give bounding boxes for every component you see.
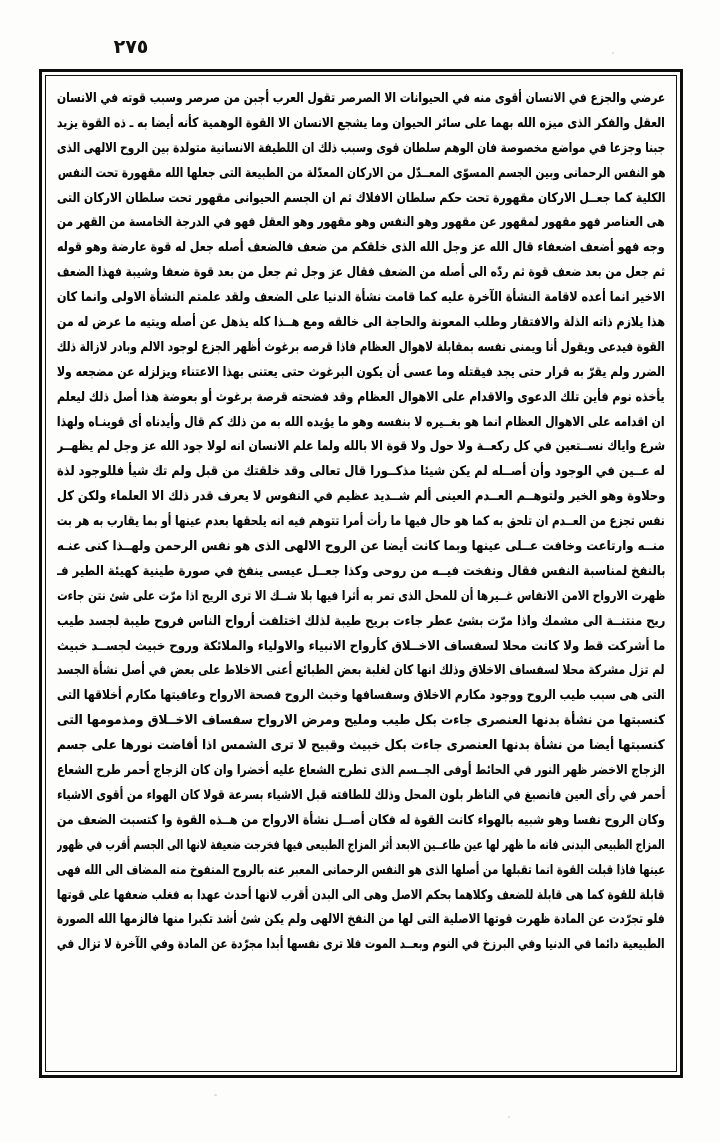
- text-line: [57, 908, 665, 933]
- text-line: [57, 261, 665, 286]
- text-line-content: هذا يلازم ذاته الذلة والافتقار وطلب المعونة والحاجة الى خالقه ومع هــذا كله يذهل عن أصله ويتيه ما عرض له من: [57, 315, 665, 331]
- text-frame-outer: [39, 69, 683, 1078]
- text-line: [57, 485, 665, 510]
- text-line-content: هو النفس الرحمانى وبين الجسم المسوّى المعــدّل من الاركان المعدّلة من الطبيعة التى جعلها الله مقهورة تحت النفس: [57, 165, 665, 181]
- text-line: [57, 386, 665, 411]
- text-line: [57, 87, 665, 112]
- text-line-content: ريح منتنــة الى مشمك واذا مرّت بشئ عطر جاءت بريح طيبة لذلك اختلفت أرواح الناس فروح طيبة لجسد طيب: [57, 613, 665, 629]
- text-frame-inner: [45, 75, 677, 1072]
- text-line: [57, 535, 665, 560]
- text-line: [57, 759, 665, 784]
- text-line-content: منــه وارتاعت وخافت عــلى عينها وبما كانت أيضا عن الروح الالهى الذى هو نفس الرحمن ولهــذا كنى عنـه: [57, 539, 665, 555]
- text-line-content: الكلية كما جعــل الاركان مقهورة تحت حكم سلطان الافلاك ثم ان الجسم الحيوانى مقهور تحت سلطان الاركان التى: [57, 190, 665, 206]
- text-line: [57, 137, 665, 162]
- text-line-content: التى هى سبب طيب الروح ووجود مكارم الاخلاق وسفسافها وخبث الروح فصحة الارواح وعافيتها مكارم أخلاقها التى: [57, 688, 665, 704]
- text-line: [57, 933, 665, 958]
- text-line-content: عينها فاذا قبلت القوة انما تقبلها من أصلها الذى هو النفس الرحمانى المعبر عنه بالروح المنفوخ منه المضاف الى الله فهى: [57, 862, 665, 878]
- text-line-content: نفس تجزع من العــدم ان تلحق به كما هو حال فيها ما رأت أمرا تتوهم فيه انه يلحقها بعدم عينها أو بما يقارب به هر بت: [57, 514, 665, 530]
- paper-speck: [508, 1116, 510, 1118]
- text-line: [57, 659, 665, 684]
- paper-speck: [612, 52, 614, 54]
- text-line: [57, 162, 665, 187]
- text-line: [57, 510, 665, 535]
- text-line-content: جبنا وجزعا في مواضع مخصوصة فان الوهم سلطان قوى وسبب ذلك ان اللطيفة الانسانية متولدة بين الروح الالهى الذى: [57, 140, 665, 156]
- text-line: [57, 311, 665, 336]
- text-line: [57, 112, 665, 137]
- text-line: [57, 460, 665, 485]
- text-line: [57, 809, 665, 834]
- text-line-content: وحلاوة وهو الخير ولتوهــم العــدم العينى ألم شــديد عظيم في النفوس لا يعرف قدر ذلك الا العلماء ولكن كل: [57, 489, 665, 505]
- text-line: [57, 211, 665, 236]
- text-line-content: العقل والفكر الذى ميزه الله بهما على سائر الحيوان وما يشجع الانسان الا القوة الوهمية كأنه أيضا به ـ ذه القوة يزيد: [57, 115, 665, 131]
- text-line-content: المزاج الطبيعى البدنى فانه ما ظهر لها عين طاعــين الابعد أثر المزاج الطبيعى فيها فخرجت ضعيفة لانها الى الجسم أقرب في ظهور: [57, 837, 665, 853]
- text-line: [57, 635, 665, 660]
- text-line-content: له عــين في الوجود وأن أصــله لم يكن شيئا مذكــورا قال تعالى وقد خلقتك من قبل ولم تك شيأ فللوجود لذة: [57, 464, 665, 480]
- text-line-content: وكان الروح نفسا وهو شبيه بالهواء كانت القوة له فكان أصــل نشأة الارواح من هــذه القوة وا كتسبت الضعف من: [57, 812, 665, 828]
- text-line: [57, 684, 665, 709]
- text-line: [57, 336, 665, 361]
- text-line: [57, 361, 665, 386]
- text-line-content: ثم جعل من بعد ضعف قوة ثم ردّه الى أصله من الضعف فقال عز وجل ثم جعل من بعد قوة ضعفا وشيبة فهذا الضعف: [57, 265, 665, 281]
- paper-speck: [214, 1094, 217, 1096]
- text-line: [57, 585, 665, 610]
- text-line: [57, 884, 665, 909]
- text-line: [57, 709, 665, 734]
- text-line-content: ان اقدامه على الاهوال العظام انما هو بغــيره لا بنفسه وهو ما يؤيده الله به من ذلك كم قال وأيدناه أى قوينـاه ولهذا: [57, 414, 665, 430]
- text-line: [57, 834, 665, 859]
- text-line: [57, 560, 665, 585]
- text-line: [57, 236, 665, 261]
- text-line-content: قابلة للقوة كما هى قابلة للضعف وكلاهما بحكم الاصل وهى الى البدن أقرب لانها أحدث عهدا به فغلب ضعفها على قوتها: [57, 887, 665, 903]
- text-line-content: فلو تجرّدت عن المادة ظهرت قوتها الاصلية التى لها من النفخ الالهى ولم يكن شئ أشد تكبرا منها فالزمها الله الصورة: [57, 912, 665, 928]
- text-line-content: هى العناصر فهو مقهور لمقهور عن مقهور وهو النفس وهو مقهور وهو العقل فهو في الدرجة الخامسة من القهر من: [57, 215, 665, 231]
- text-line: [57, 435, 665, 460]
- text-line-content: يأخذه نوم فأين تلك الدعوى والاقدام على الاهوال العظام وقد فضحته قرصة برغوث أو بعوضة هذا أصل ذلك ليعلم: [57, 389, 665, 405]
- text-line-content: الاخير انما أعده لاقامة النشأة الآخرة عليه كما قامت نشأة الدنيا على الضعف ولقد علمتم النشأة الاولى وانما كان: [57, 290, 665, 306]
- text-line-content: كنسبتها من نشأة بدنها العنصرى جاءت بكل طيب ومليح ومرض الارواح سفساف الاخــلاق ومذمومها التى: [57, 713, 665, 729]
- text-line-content: أحمر في رأى العين فانصبغ في الناظر بلون المحل وذلك للطافته قبل الاشياء بسرعة قولا كان الهواء من أقوى الاشياء: [57, 787, 665, 803]
- text-line: [57, 734, 665, 759]
- text-line-content: ظهرت الارواح الامن الانفاس غــيرها أن للمحل الذى تمر به أثرا فيها بلا شــك الا ترى الريح اذا مرّت على شئ نتن جاءت: [57, 588, 665, 604]
- text-line-content: القوة فيدعى ويقول أنا ويمنى نفسه بمقابلة لاهوال العظام فاذا قرصه برغوث أظهر الجزع لوجود الالم وبادر لازالة ذلك: [57, 339, 665, 355]
- text-line-content: وجه فهو أضعف اضعفاء قال الله عز وجل الله الذى خلقكم من ضعف فالضعف أصله جعل له قوة عارضة وهو قوله: [57, 240, 665, 256]
- text-line-content: بالنفخ لمناسبة النفس فقال ونفخت فيــه من روحى وكذا جعــل عيسى ينفخ في صورة طينية كهيئة الطير فـ: [57, 563, 665, 579]
- text-line-content: عرضي والجزع في الانسان أقوى منه في الحيوانات الا الصرصر تقول العرب أجبن من صرصر وسبب قوته في الانسان: [57, 91, 665, 106]
- text-line-content: شرع واياك نســتعين في كل ركعــة ولا حول ولا قوة الا بالله ولما علم الانسان انه لولا جود الله عز وجل لم يظهــر: [57, 439, 665, 455]
- text-line: [57, 784, 665, 809]
- text-line: [57, 411, 665, 436]
- body-text-block: [57, 87, 665, 1063]
- text-line-content: ما أشركت قط ولا كانت محلا لسفساف الاخــلاق كأرواح الانبياء والاولياء والملائكة وروح خبيث لجســد خبيث: [57, 638, 665, 654]
- text-line: [57, 859, 665, 884]
- text-line-content: كنسبتها أيضا من نشأة بدنها العنصرى جاءت بكل خبيث وقبيح لا ترى الشمس اذا أفاضت نورها على جسم: [57, 738, 665, 754]
- page-number: ٢٧٥: [113, 36, 149, 58]
- text-line-content: الزجاج الاخضر ظهر النور في الحائط أوفى الجــسم الذى تطرح الشعاع عليه أخضرا وان كان الزجاج أحمر طرح الشعاع: [57, 763, 665, 779]
- text-line-content: لم تزل مشركة محلا لسفساف الاخلاق وذلك انها كان لغلبة بعض الطبائع أعنى الاخلاط على بعض في أصل نشأة الجسد: [57, 663, 665, 679]
- text-line-content: الضرر ولم يقرّ به قرار حتى يجد فيقتله وما عسى أن يكون البرغوث حتى يعتنى بهذا الاعتناء ويزلزله عن مضجعه ولا: [57, 364, 665, 380]
- text-line: [57, 610, 665, 635]
- text-line: [57, 187, 665, 212]
- text-line: [57, 286, 665, 311]
- text-line-content: الطبيعية دائما في الدنيا وفي البرزخ في النوم وبعــد الموت فلا ترى نفسها أبدا مجرّدة عن المادة وفي الآخرة لا تزال في: [57, 937, 665, 953]
